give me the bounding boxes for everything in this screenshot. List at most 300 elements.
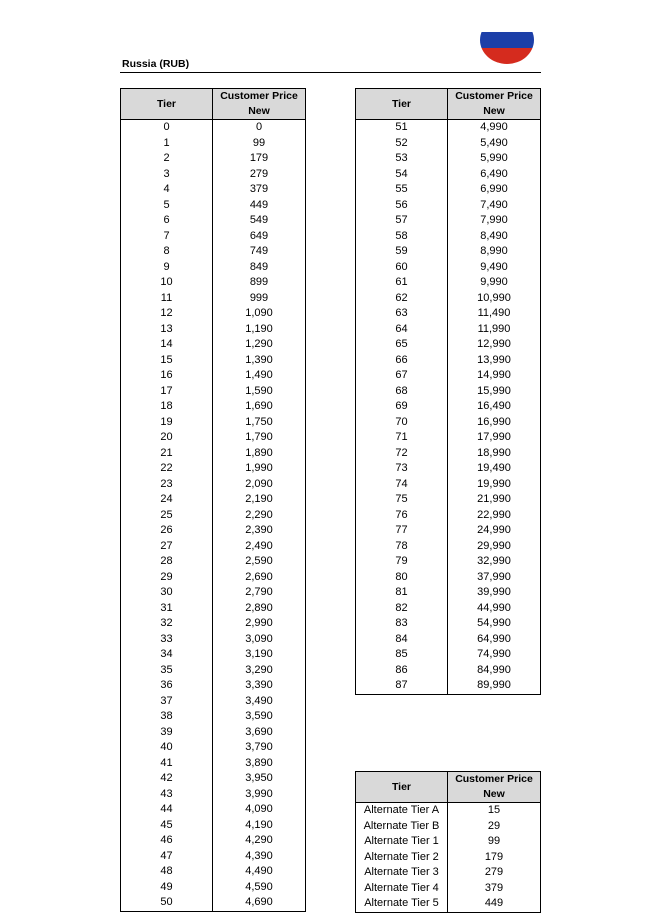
- price-cell: 15: [448, 803, 541, 819]
- price-cell: 2,390: [213, 523, 306, 539]
- tier-cell: 18: [121, 399, 213, 415]
- price-cell: 84,990: [448, 663, 541, 679]
- table-row: [356, 492, 541, 508]
- tier-cell: 64: [356, 322, 448, 338]
- table-row: [121, 167, 306, 183]
- price-column-header: [448, 772, 541, 803]
- tier-cell: 7: [121, 229, 213, 245]
- price-cell: 4,090: [213, 802, 306, 818]
- table-row: [121, 337, 306, 353]
- tier-cell: 28: [121, 554, 213, 570]
- table-row: [356, 306, 541, 322]
- tier-cell: 73: [356, 461, 448, 477]
- price-header-line1: Customer Price: [455, 90, 533, 102]
- price-cell: 11,490: [448, 306, 541, 322]
- tier-cell: 45: [121, 818, 213, 834]
- table-row: [121, 322, 306, 338]
- price-cell: 3,290: [213, 663, 306, 679]
- table-row: [121, 446, 306, 462]
- price-cell: 2,290: [213, 508, 306, 524]
- price-cell: 39,990: [448, 585, 541, 601]
- price-cell: 3,690: [213, 725, 306, 741]
- price-cell: 179: [213, 151, 306, 167]
- table-row: [356, 120, 541, 136]
- price-cell: 7,490: [448, 198, 541, 214]
- tier-cell: 53: [356, 151, 448, 167]
- price-cell: 3,190: [213, 647, 306, 663]
- price-cell: 0: [213, 120, 306, 136]
- tier-cell: Alternate Tier 5: [356, 896, 448, 912]
- price-cell: 16,490: [448, 399, 541, 415]
- tier-column-header: Tier: [356, 89, 448, 120]
- price-cell: 32,990: [448, 554, 541, 570]
- price-cell: 9,490: [448, 260, 541, 276]
- price-cell: 279: [448, 865, 541, 881]
- table-row: [356, 229, 541, 245]
- table-row: [121, 663, 306, 679]
- table-row: [121, 275, 306, 291]
- tier-cell: 14: [121, 337, 213, 353]
- price-cell: 19,490: [448, 461, 541, 477]
- table-row: [356, 647, 541, 663]
- price-header-line1: Customer Price: [220, 90, 298, 102]
- tier-cell: 34: [121, 647, 213, 663]
- tier-cell: 17: [121, 384, 213, 400]
- table-row: [121, 849, 306, 865]
- tier-cell: 24: [121, 492, 213, 508]
- russia-flag-icon: [480, 16, 534, 64]
- table-row: [121, 508, 306, 524]
- price-header-line2: New: [248, 105, 270, 117]
- tier-cell: 44: [121, 802, 213, 818]
- price-column-header: [448, 89, 541, 120]
- price-cell: 899: [213, 275, 306, 291]
- tier-cell: 43: [121, 787, 213, 803]
- table-row: [121, 632, 306, 648]
- price-cell: 4,690: [213, 895, 306, 911]
- table-row: [121, 198, 306, 214]
- tier-cell: 33: [121, 632, 213, 648]
- price-cell: 449: [213, 198, 306, 214]
- table-row: [121, 260, 306, 276]
- table-row: [121, 787, 306, 803]
- price-cell: 54,990: [448, 616, 541, 632]
- tier-cell: Alternate Tier A: [356, 803, 448, 819]
- tier-cell: 83: [356, 616, 448, 632]
- price-cell: 1,990: [213, 461, 306, 477]
- table-row: [121, 864, 306, 880]
- table-row: [121, 833, 306, 849]
- tier-cell: 41: [121, 756, 213, 772]
- price-cell: 4,490: [213, 864, 306, 880]
- tier-cell: 66: [356, 353, 448, 369]
- price-cell: 5,490: [448, 136, 541, 152]
- price-header-line1: Customer Price: [455, 773, 533, 785]
- price-cell: 749: [213, 244, 306, 260]
- price-cell: 1,790: [213, 430, 306, 446]
- table-row: [356, 803, 541, 819]
- table-row: [356, 570, 541, 586]
- tier-cell: 61: [356, 275, 448, 291]
- table-row: [356, 663, 541, 679]
- price-cell: 1,590: [213, 384, 306, 400]
- price-cell: 2,590: [213, 554, 306, 570]
- price-cell: 8,490: [448, 229, 541, 245]
- price-cell: 849: [213, 260, 306, 276]
- tier-cell: 20: [121, 430, 213, 446]
- tier-cell: 68: [356, 384, 448, 400]
- table-row: [121, 694, 306, 710]
- price-cell: 22,990: [448, 508, 541, 524]
- table-row: [356, 539, 541, 555]
- price-cell: 549: [213, 213, 306, 229]
- table-row: [356, 353, 541, 369]
- tier-cell: 72: [356, 446, 448, 462]
- tier-cell: 57: [356, 213, 448, 229]
- price-cell: 3,090: [213, 632, 306, 648]
- table-row: [121, 523, 306, 539]
- price-cell: 1,890: [213, 446, 306, 462]
- tier-cell: Alternate Tier 3: [356, 865, 448, 881]
- price-cell: 8,990: [448, 244, 541, 260]
- table-row: [356, 819, 541, 835]
- price-cell: 11,990: [448, 322, 541, 338]
- tier-cell: 38: [121, 709, 213, 725]
- table-row: [121, 678, 306, 694]
- tier-cell: 47: [121, 849, 213, 865]
- price-cell: 74,990: [448, 647, 541, 663]
- tier-cell: 13: [121, 322, 213, 338]
- price-tier-table-51-87: [355, 88, 541, 695]
- table-row: [121, 430, 306, 446]
- price-cell: 1,090: [213, 306, 306, 322]
- flag-stripe-blue: [480, 32, 534, 48]
- tier-cell: 75: [356, 492, 448, 508]
- tier-cell: 4: [121, 182, 213, 198]
- table-row: [356, 182, 541, 198]
- tier-cell: 42: [121, 771, 213, 787]
- tier-cell: 12: [121, 306, 213, 322]
- table-row: [356, 322, 541, 338]
- tier-cell: 16: [121, 368, 213, 384]
- tier-cell: 22: [121, 461, 213, 477]
- tier-cell: 79: [356, 554, 448, 570]
- tier-cell: 32: [121, 616, 213, 632]
- price-tier-table-0-50: [120, 88, 306, 912]
- price-cell: 1,290: [213, 337, 306, 353]
- tier-cell: 54: [356, 167, 448, 183]
- tier-cell: 31: [121, 601, 213, 617]
- table-row: [356, 430, 541, 446]
- price-cell: 44,990: [448, 601, 541, 617]
- price-cell: 13,990: [448, 353, 541, 369]
- table-row: [356, 601, 541, 617]
- table-row: [356, 198, 541, 214]
- tier-cell: 26: [121, 523, 213, 539]
- table-header-row: [356, 89, 541, 120]
- price-cell: 89,990: [448, 678, 541, 694]
- table-row: [356, 151, 541, 167]
- tier-cell: 80: [356, 570, 448, 586]
- tier-cell: 6: [121, 213, 213, 229]
- tier-cell: 87: [356, 678, 448, 694]
- price-cell: 2,690: [213, 570, 306, 586]
- table-row: [121, 554, 306, 570]
- tier-cell: 63: [356, 306, 448, 322]
- table-row: [356, 678, 541, 694]
- tier-cell: 52: [356, 136, 448, 152]
- tier-cell: 58: [356, 229, 448, 245]
- price-cell: 4,990: [448, 120, 541, 136]
- table-row: [121, 461, 306, 477]
- table-row: [121, 756, 306, 772]
- table-row: [121, 740, 306, 756]
- price-cell: 4,390: [213, 849, 306, 865]
- price-cell: 15,990: [448, 384, 541, 400]
- price-cell: 19,990: [448, 477, 541, 493]
- tier-cell: 25: [121, 508, 213, 524]
- price-cell: 14,990: [448, 368, 541, 384]
- table-row: [121, 477, 306, 493]
- table-row: [356, 461, 541, 477]
- tier-cell: 40: [121, 740, 213, 756]
- tier-cell: 67: [356, 368, 448, 384]
- tier-cell: 0: [121, 120, 213, 136]
- table-row: [356, 337, 541, 353]
- table-row: [121, 539, 306, 555]
- table-row: [356, 585, 541, 601]
- price-cell: 3,990: [213, 787, 306, 803]
- price-cell: 4,590: [213, 880, 306, 896]
- table-row: [121, 415, 306, 431]
- table-row: [356, 554, 541, 570]
- tier-column-header: Tier: [356, 772, 448, 803]
- table-row: [356, 167, 541, 183]
- table-row: [121, 895, 306, 911]
- alternate-tier-table: [355, 771, 541, 913]
- table-row: [121, 616, 306, 632]
- tier-cell: 23: [121, 477, 213, 493]
- price-cell: 379: [213, 182, 306, 198]
- price-header-line2: New: [483, 105, 505, 117]
- table-row: [121, 229, 306, 245]
- tier-cell: 86: [356, 663, 448, 679]
- tier-cell: 56: [356, 198, 448, 214]
- flag-stripe-red: [480, 48, 534, 64]
- price-cell: 1,490: [213, 368, 306, 384]
- price-cell: 10,990: [448, 291, 541, 307]
- price-cell: 999: [213, 291, 306, 307]
- price-cell: 18,990: [448, 446, 541, 462]
- tier-cell: 76: [356, 508, 448, 524]
- price-cell: 179: [448, 850, 541, 866]
- price-cell: 16,990: [448, 415, 541, 431]
- tier-cell: 60: [356, 260, 448, 276]
- tier-cell: 50: [121, 895, 213, 911]
- tier-cell: 71: [356, 430, 448, 446]
- price-cell: 2,990: [213, 616, 306, 632]
- table-row: [356, 213, 541, 229]
- tier-cell: 77: [356, 523, 448, 539]
- price-cell: 3,590: [213, 709, 306, 725]
- price-cell: 9,990: [448, 275, 541, 291]
- price-cell: 649: [213, 229, 306, 245]
- table-row: [356, 399, 541, 415]
- price-cell: 2,190: [213, 492, 306, 508]
- price-cell: 3,490: [213, 694, 306, 710]
- table-row: [121, 182, 306, 198]
- table-row: [121, 771, 306, 787]
- table-row: [121, 213, 306, 229]
- price-cell: 4,190: [213, 818, 306, 834]
- table-row: [356, 850, 541, 866]
- tier-cell: 27: [121, 539, 213, 555]
- table-row: [121, 880, 306, 896]
- tier-cell: 65: [356, 337, 448, 353]
- price-cell: 17,990: [448, 430, 541, 446]
- table-row: [356, 384, 541, 400]
- price-cell: 449: [448, 896, 541, 912]
- table-row: [121, 368, 306, 384]
- price-cell: 99: [213, 136, 306, 152]
- tier-cell: Alternate Tier 2: [356, 850, 448, 866]
- table-row: [356, 616, 541, 632]
- price-header-line2: New: [483, 788, 505, 800]
- price-cell: 64,990: [448, 632, 541, 648]
- price-cell: 3,890: [213, 756, 306, 772]
- table-row: [121, 709, 306, 725]
- table-row: [121, 136, 306, 152]
- price-cell: 1,690: [213, 399, 306, 415]
- table-row: [356, 415, 541, 431]
- table-row: [121, 120, 306, 136]
- flag-stripe-white: [480, 16, 534, 32]
- tier-cell: 59: [356, 244, 448, 260]
- tier-cell: 9: [121, 260, 213, 276]
- table-row: [356, 477, 541, 493]
- table-row: [121, 399, 306, 415]
- table-header-row: [121, 89, 306, 120]
- tier-cell: 3: [121, 167, 213, 183]
- tier-cell: 37: [121, 694, 213, 710]
- tier-cell: 78: [356, 539, 448, 555]
- tier-cell: 11: [121, 291, 213, 307]
- price-cell: 2,490: [213, 539, 306, 555]
- table-row: [356, 260, 541, 276]
- price-column-header: [213, 89, 306, 120]
- tier-cell: 10: [121, 275, 213, 291]
- tier-cell: Alternate Tier 1: [356, 834, 448, 850]
- tier-cell: 21: [121, 446, 213, 462]
- table-row: [121, 353, 306, 369]
- tier-cell: Alternate Tier 4: [356, 881, 448, 897]
- table-row: [121, 306, 306, 322]
- tier-cell: 85: [356, 647, 448, 663]
- tier-cell: 84: [356, 632, 448, 648]
- tier-cell: 1: [121, 136, 213, 152]
- tier-cell: 62: [356, 291, 448, 307]
- table-row: [121, 291, 306, 307]
- tier-column-header: Tier: [121, 89, 213, 120]
- price-cell: 37,990: [448, 570, 541, 586]
- price-cell: 1,390: [213, 353, 306, 369]
- tier-cell: 81: [356, 585, 448, 601]
- header-divider: [120, 72, 541, 73]
- table-row: [356, 632, 541, 648]
- tier-cell: 70: [356, 415, 448, 431]
- price-cell: 1,190: [213, 322, 306, 338]
- price-cell: 2,890: [213, 601, 306, 617]
- tier-cell: 46: [121, 833, 213, 849]
- tier-cell: 19: [121, 415, 213, 431]
- tier-cell: 35: [121, 663, 213, 679]
- table-row: [121, 492, 306, 508]
- tier-cell: 55: [356, 182, 448, 198]
- price-cell: 24,990: [448, 523, 541, 539]
- table-row: [121, 244, 306, 260]
- price-cell: 2,090: [213, 477, 306, 493]
- table-row: [121, 151, 306, 167]
- price-cell: 2,790: [213, 585, 306, 601]
- table-row: [121, 384, 306, 400]
- table-row: [121, 725, 306, 741]
- region-title: Russia (RUB): [122, 58, 190, 70]
- table-row: [356, 834, 541, 850]
- tier-cell: Alternate Tier B: [356, 819, 448, 835]
- table-header-row: [356, 772, 541, 803]
- table-row: [356, 291, 541, 307]
- table-row: [121, 802, 306, 818]
- price-cell: 279: [213, 167, 306, 183]
- price-cell: 29,990: [448, 539, 541, 555]
- table-row: [356, 368, 541, 384]
- tier-cell: 49: [121, 880, 213, 896]
- table-row: [356, 446, 541, 462]
- table-row: [121, 818, 306, 834]
- price-cell: 6,490: [448, 167, 541, 183]
- price-cell: 379: [448, 881, 541, 897]
- tier-cell: 39: [121, 725, 213, 741]
- table-row: [356, 508, 541, 524]
- tier-cell: 8: [121, 244, 213, 260]
- price-cell: 3,390: [213, 678, 306, 694]
- tier-cell: 5: [121, 198, 213, 214]
- tier-cell: 30: [121, 585, 213, 601]
- table-row: [356, 881, 541, 897]
- table-row: [356, 896, 541, 912]
- table-row: [356, 865, 541, 881]
- price-cell: 1,750: [213, 415, 306, 431]
- table-row: [121, 601, 306, 617]
- tier-cell: 82: [356, 601, 448, 617]
- tier-cell: 36: [121, 678, 213, 694]
- table-row: [121, 647, 306, 663]
- tier-cell: 74: [356, 477, 448, 493]
- tier-cell: 69: [356, 399, 448, 415]
- price-cell: 3,790: [213, 740, 306, 756]
- table-row: [356, 523, 541, 539]
- table-row: [121, 570, 306, 586]
- price-cell: 6,990: [448, 182, 541, 198]
- price-cell: 99: [448, 834, 541, 850]
- tier-cell: 2: [121, 151, 213, 167]
- tier-cell: 51: [356, 120, 448, 136]
- tier-cell: 29: [121, 570, 213, 586]
- price-cell: 4,290: [213, 833, 306, 849]
- price-cell: 3,950: [213, 771, 306, 787]
- price-cell: 7,990: [448, 213, 541, 229]
- table-row: [121, 585, 306, 601]
